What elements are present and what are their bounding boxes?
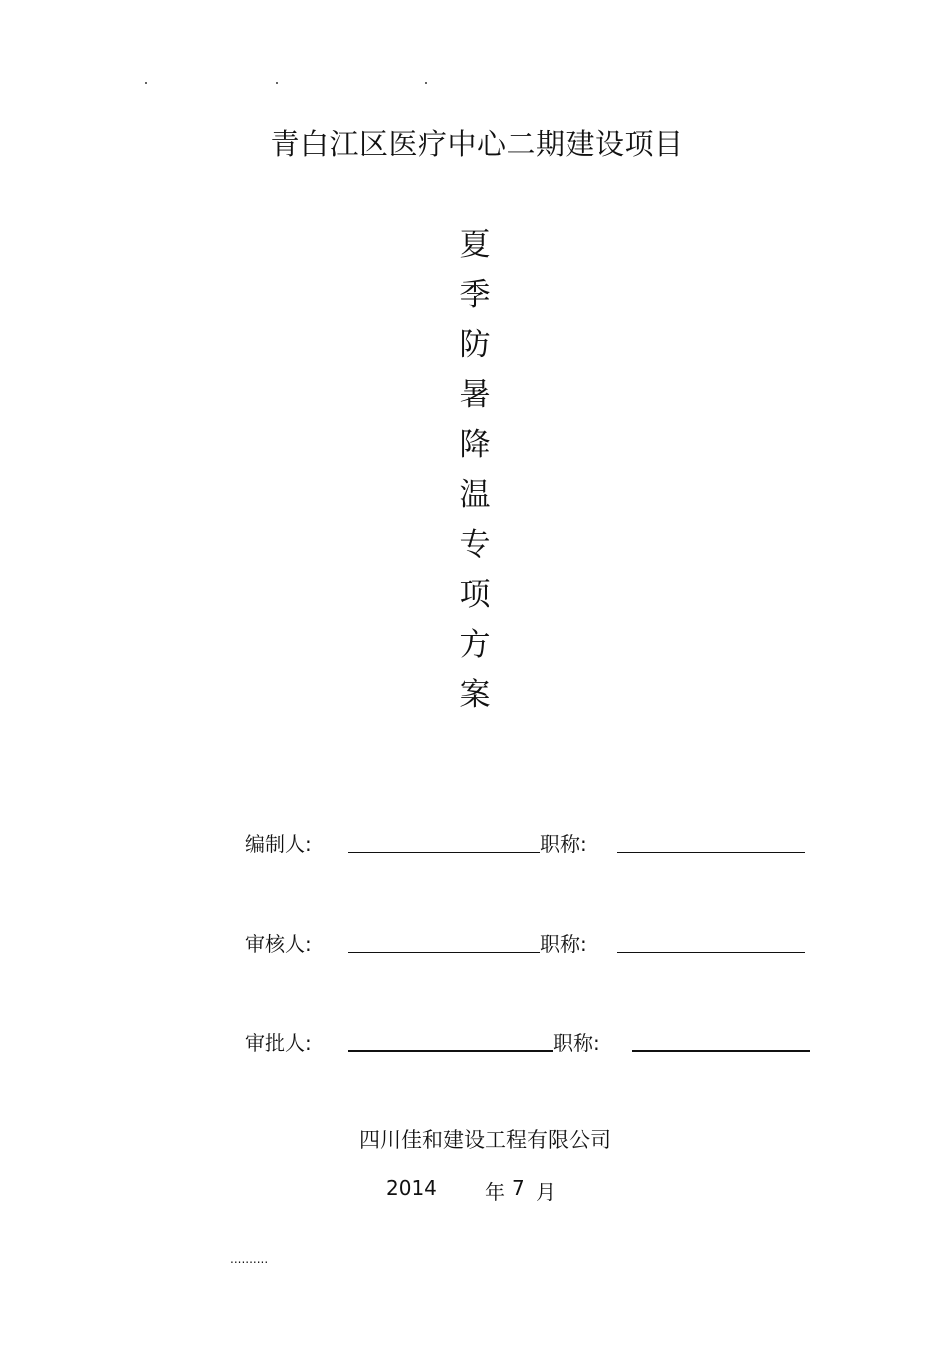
header-dot: [145, 82, 147, 84]
compiler-label: 编制人:: [245, 832, 312, 856]
date-month: 7: [512, 1176, 525, 1200]
reviewer-label: 审核人:: [245, 932, 312, 956]
date-month-unit: 月: [536, 1180, 556, 1204]
document-title-char: 防: [459, 327, 491, 363]
signature-row-approver: [0, 1021, 950, 1061]
document-title-char: 降: [459, 427, 491, 463]
project-title: 青白江区医疗中心二期建设项目: [270, 127, 684, 161]
date-year-unit: 年: [485, 1180, 505, 1204]
document-title-char: 方: [459, 627, 491, 663]
compiler-signature-line: [348, 852, 540, 853]
document-title-char: 专: [459, 527, 491, 563]
compiler-title-label: 职称:: [540, 832, 587, 856]
document-title-char: 夏: [459, 227, 491, 263]
approver-signature-line: [348, 1050, 553, 1052]
document-title-char: 项: [459, 577, 491, 613]
company-name: 四川佳和建设工程有限公司: [359, 1128, 611, 1152]
footer-dots: ..........: [230, 1252, 269, 1266]
document-title: [449, 220, 501, 720]
approver-title-label: 职称:: [553, 1031, 600, 1055]
reviewer-title-label: 职称:: [540, 932, 587, 956]
signature-row-compiler: [0, 822, 950, 862]
compiler-title-line: [617, 852, 805, 853]
reviewer-signature-line: [348, 952, 540, 953]
document-title-char: 案: [459, 677, 491, 713]
reviewer-title-line: [617, 952, 805, 953]
header-dot: [425, 82, 427, 84]
date-year: 2014: [386, 1176, 437, 1200]
document-title-char: 暑: [459, 377, 491, 413]
approver-title-line: [632, 1050, 810, 1052]
signature-row-reviewer: [0, 922, 950, 962]
approver-label: 审批人:: [245, 1031, 312, 1055]
document-title-char: 温: [459, 477, 491, 513]
header-dot: [276, 82, 278, 84]
document-title-char: 季: [459, 277, 491, 313]
